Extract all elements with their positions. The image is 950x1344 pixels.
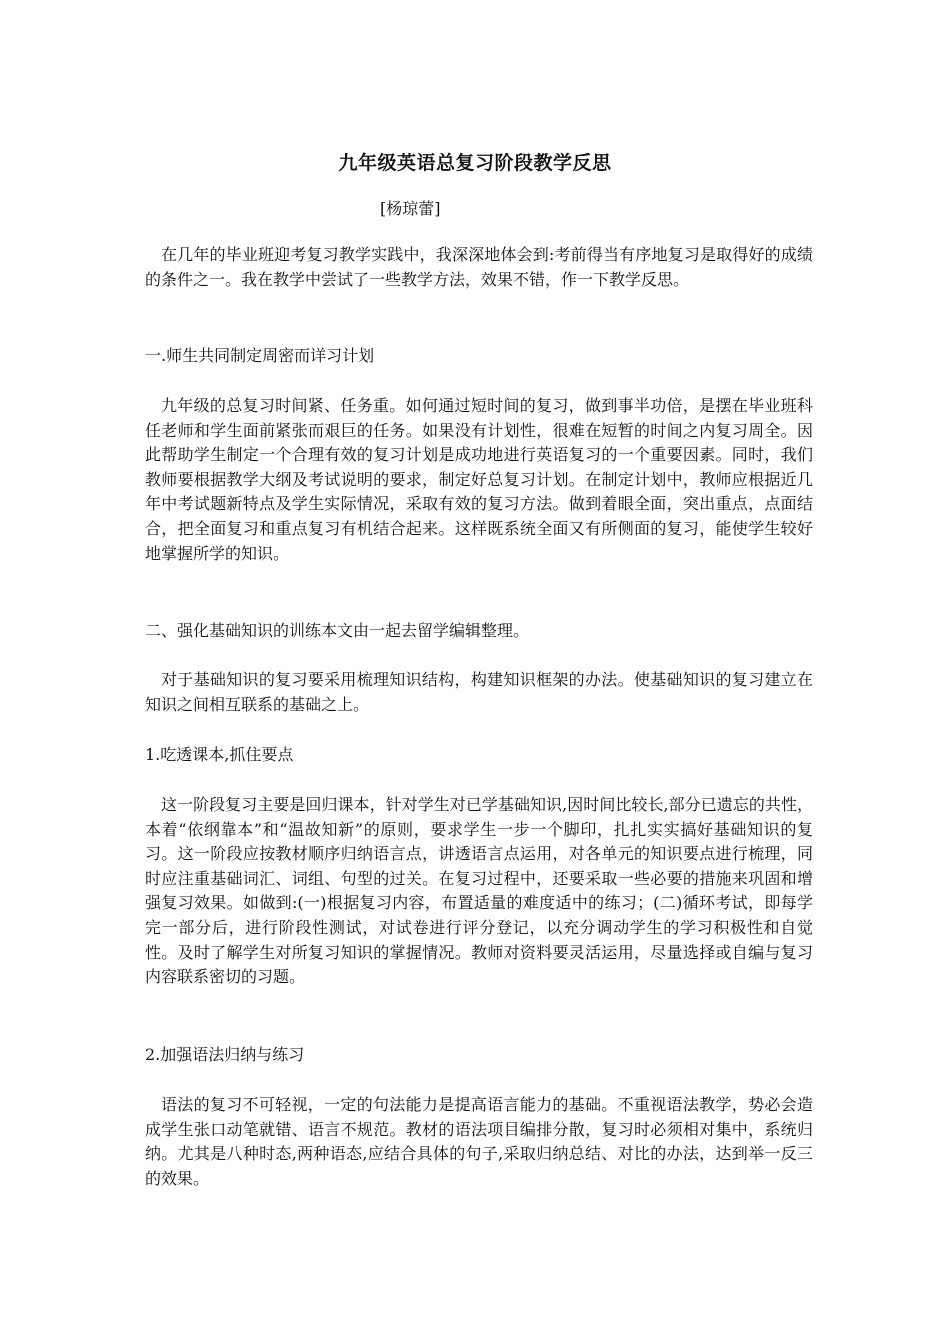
sub1-paragraph: 这一阶段复习主要是回归课本，针对学生对已学基础知识,因时间比较长,部分已遗忘的共性，本着“依纲靠本”和“温故知新”的原则，要求学生一步一个脚印，扎扎实实搞好基础知识的复习。这一阶段应按教材顺序归纳语言点，讲透语言点运用，对各单元的知识要点进行梳理，同时应注重基础词汇、词组、句型的过关。在复习过程中，还要采取一些必要的措施来巩固和增强复习效果。如做到:(一)根据复习内容，布置适量的难度适中的练习；(二)循环考试，即每学完一部分后，进行阶段性测试，对试卷进行评分登记，以充分调动学生的学习积极性和自觉性。及时了解学生对所复习知识的掌握情况。教师对资料要灵活运用，尽量选择或自编与复习内容联系密切的习题。 [145,795,813,987]
section1-paragraph: 九年级的总复习时间紧、任务重。如何通过短时间的复习，做到事半功倍，是摆在毕业班科任老师和学生面前紧张而艰巨的任务。如果没有计划性，很难在短暂的时间之内复习周全。因此帮助学生制定一个合理有效的复习计划是成功地进行英语复习的一个重要因素。同时，我们教师要根据教学大纲及考试说明的要求，制定好总复习计划。在制定计划中，教师应根据近几年中考试题新特点及学生实际情况，采取有效的复习方法。做到着眼全面，突出重点，点面结合，把全面复习和重点复习有机结合起来。这样既系统全面又有所侧面的复习，能使学生较好地掌握所学的知识。 [145,396,813,563]
section2-paragraph: 对于基础知识的复习要采用梳理知识结构，构建知识框架的办法。使基础知识的复习建立在知识之间相互联系的基础之上。 [145,670,813,714]
sub2-heading: 2.加强语法归纳与练习 [145,1045,305,1064]
section1-heading: 一.师生共同制定周密而详习计划 [145,346,375,365]
section2-heading: 二、强化基础知识的训练本文由一起去留学编辑整理。 [145,621,530,640]
document-title: 九年级英语总复习阶段教学反思 [338,152,612,174]
sub2-paragraph: 语法的复习不可轻视，一定的句法能力是提高语言能力的基础。不重视语法教学，势必会造成学生张口动笔就错、语言不规范。教材的语法项目编排分散，复习时必须相对集中，系统归纳。尤其是八种时态,两种语态,应结合具体的句子,采取归纳总结、对比的办法，达到举一反三的效果。 [145,1095,813,1188]
intro-paragraph: 在几年的毕业班迎考复习教学实践中，我深深地体会到:考前得当有序地复习是取得好的成绩的条件之一。我在教学中尝试了一些教学方法，效果不错，作一下教学反思。 [145,245,813,289]
sub1-heading: 1.吃透课本,抓住要点 [145,745,294,764]
document-author: [杨琼蕾] [380,199,441,218]
